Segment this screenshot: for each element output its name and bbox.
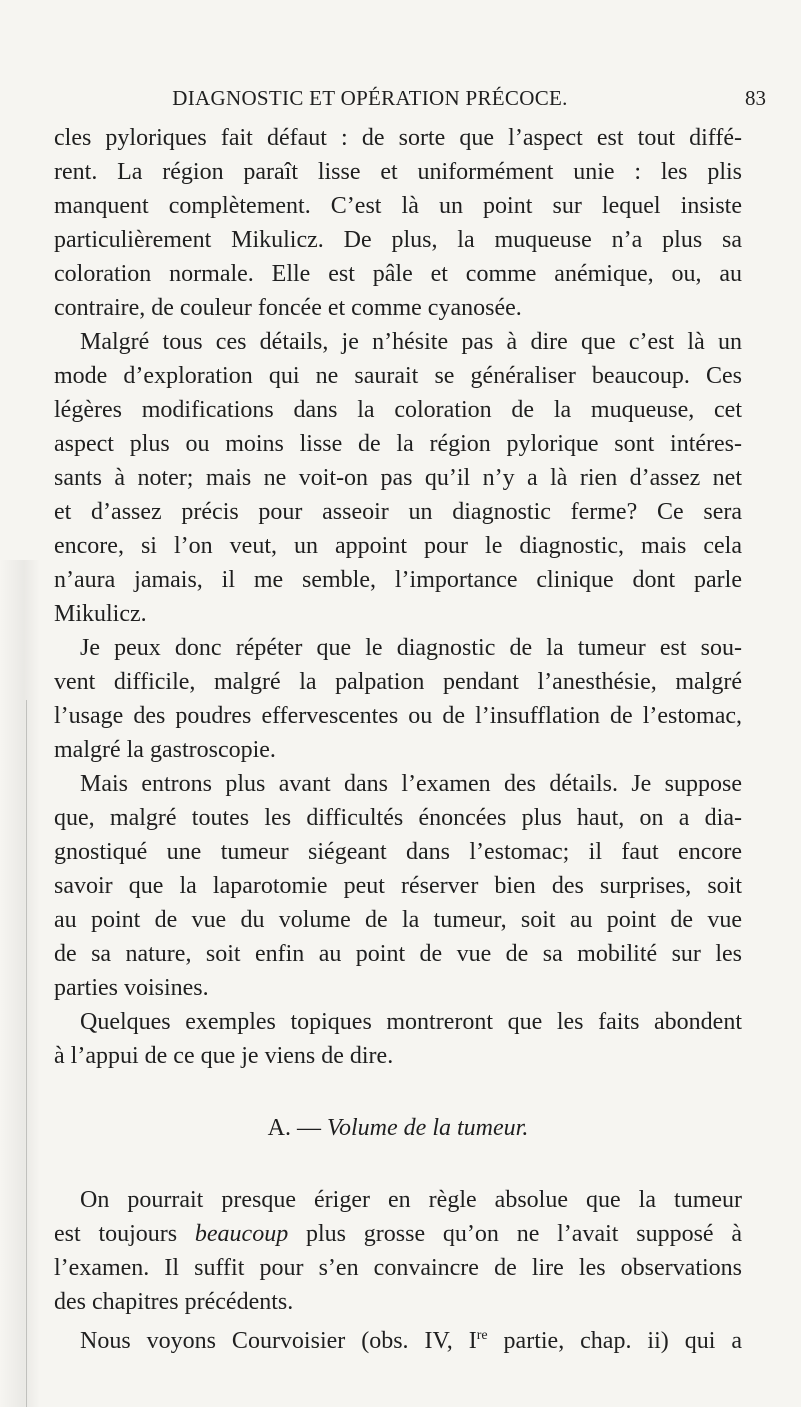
text-line: encore, si l’on veut, un appoint pour le diagnostic, mais cela [54, 533, 742, 559]
text-line: Quelques exemples topiques montreront que les faits abondent [80, 1009, 742, 1035]
text-line: Je peux donc répéter que le diagnostic de la tumeur est sou- [80, 635, 742, 661]
text-line: mode d’exploration qui ne saurait se généraliser beaucoup. Ces [54, 363, 742, 389]
text-line: gnostiqué une tumeur siégeant dans l’estomac; il faut encore [54, 839, 742, 865]
text-line: coloration normale. Elle est pâle et comme anémique, ou, au [54, 261, 742, 287]
text-line: au point de vue du volume de la tumeur, soit au point de vue [54, 907, 742, 933]
emphasis: beaucoup [194, 1221, 289, 1247]
text-run: plus grosse qu’on ne l’avait supposé à [288, 1221, 742, 1247]
text-line: légères modifications dans la coloration de la muqueuse, cet [54, 397, 742, 423]
text-line: aspect plus ou moins lisse de la région pylorique sont intéres- [54, 431, 742, 457]
text-line: rent. La région paraît lisse et uniformément unie : les plis [54, 159, 742, 185]
superscript: re [476, 1328, 488, 1343]
binding-shadow [0, 560, 40, 1407]
text-line: à l’appui de ce que je viens de dire. [54, 1043, 394, 1069]
text-line: Malgré tous ces détails, je n’hésite pas à dire que c’est là un [80, 329, 742, 355]
page-number: 83 [745, 86, 766, 110]
text-line: Mais entrons plus avant dans l’examen des détails. Je suppose [80, 771, 742, 797]
text-line: sants à noter; mais ne voit-on pas qu’il n’y a là rien d’assez net [54, 465, 742, 491]
text-line: et d’assez précis pour asseoir un diagnostic ferme? Ce sera [54, 499, 742, 525]
running-title: DIAGNOSTIC ET OPÉRATION PRÉCOCE. [172, 86, 568, 110]
text-line: des chapitres précédents. [54, 1289, 294, 1315]
text-line: Mikulicz. [54, 601, 147, 627]
text-line [80, 1320, 742, 1357]
section-title: Volume de la tumeur. [327, 1115, 529, 1141]
text-line: On pourrait presque ériger en règle absolue que la tumeur [80, 1187, 742, 1213]
text-line: l’usage des poudres effervescentes ou de l’insufflation de l’estomac, [54, 703, 742, 729]
text-line: contraire, de couleur foncée et comme cyanosée. [54, 295, 522, 321]
text-line: parties voisines. [54, 975, 209, 1001]
text-line: malgré la gastroscopie. [54, 737, 276, 763]
text-line: que, malgré toutes les difficultés énoncées plus haut, on a dia- [54, 805, 742, 831]
section-prefix: A. — [267, 1115, 328, 1141]
text-line: cles pyloriques fait défaut : de sorte que l’aspect est tout diffé- [54, 125, 742, 151]
text-line: l’examen. Il suffit pour s’en convaincre de lire les observations [54, 1255, 742, 1281]
text-run: Nous voyons Courvoisier (obs. IV, I [80, 1328, 477, 1354]
text-line: vent difficile, malgré la palpation pendant l’anesthésie, malgré [54, 669, 742, 695]
page-header [0, 86, 801, 116]
text-run: partie, chap. ii) qui a [487, 1328, 742, 1354]
text-line: particulièrement Mikulicz. De plus, la muqueuse n’a plus sa [54, 227, 742, 253]
text-line: n’aura jamais, il me semble, l’importance clinique dont parle [54, 567, 742, 593]
text-line: savoir que la laparotomie peut réserver bien des surprises, soit [54, 873, 742, 899]
binding-edge [26, 700, 27, 1407]
text-run: est toujours [54, 1221, 195, 1247]
section-heading [54, 1112, 742, 1144]
text-line [54, 1218, 742, 1250]
text-line: manquent complètement. C’est là un point sur lequel insiste [54, 193, 742, 219]
text-line: de sa nature, soit enfin au point de vue de sa mobilité sur les [54, 941, 742, 967]
